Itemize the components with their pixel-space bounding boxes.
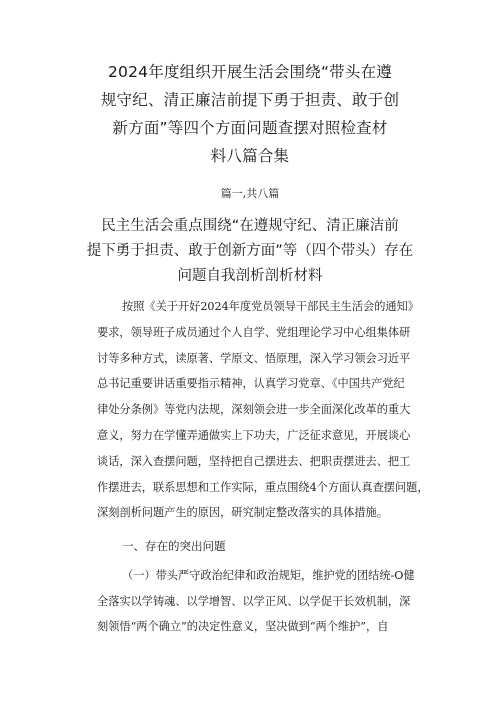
title-line: 规守纪、清正廉洁前提下勇于担责、敢于创 xyxy=(100,91,400,109)
subtitle-line: 问题自我剖析剖析材料 xyxy=(177,268,323,284)
paragraph-line: 按照《关于开好2024年度党员领导干部民主生活会的通知》 xyxy=(122,300,419,313)
paragraph-line: 刻领悟“两个确立”的决定性意义，坚决做到“两个维护”，自 xyxy=(97,620,389,633)
paragraph-line: 谈话，深入查摆问题，坚持把自己摆进去、把职责摆进去、把工 xyxy=(97,454,411,468)
title-line: 新方面”等四个方面问题查摆对照检查材 xyxy=(112,119,388,137)
subtitle-line: 民主生活会重点围绕“在遵规守纪、清正廉洁前 xyxy=(101,218,399,234)
document-title xyxy=(0,58,500,170)
paragraph-line: （一）带头严守政治纪律和政治规矩，维护党的团结统-O健 xyxy=(122,569,415,582)
section-heading: 一、存在的突出问题 xyxy=(122,539,226,553)
paragraph-line: 作摆进去，联系思想和工作实际，重点围绕4个方面认真查摆问题， xyxy=(97,480,429,494)
paragraph-line: 意义，努力在学懂弄通做实上下功夫，广泛征求意见，开展谈心 xyxy=(97,428,411,442)
paragraph-line: 讨等多种方式，读原著、学原文、悟原理，深入学习领会习近平 xyxy=(97,351,411,365)
part-label: 篇一,共八篇 xyxy=(220,187,280,200)
paragraph-line: 全落实以学铸魂、以学增智、以学正风、以学促干长效机制，深 xyxy=(97,594,411,608)
paragraph-line: 总书记重要讲话重要指示精神，认真学习党章、《中国共产党纪 xyxy=(97,377,405,391)
intro-paragraph xyxy=(97,294,437,526)
issue-paragraph xyxy=(97,563,437,640)
title-line: 2024年度组织开展生活会围绕“带头在遵 xyxy=(108,63,392,81)
title-line: 料八篇合集 xyxy=(210,147,290,165)
section-title xyxy=(0,214,500,289)
subtitle-line: 提下勇于担责、敢于创新方面”等（四个带头）存在 xyxy=(86,243,414,259)
paragraph-line: 深刻剖析问题产生的原因，研究制定整改落实的具体措施。 xyxy=(97,506,388,520)
paragraph-line: 要求，领导班子成员通过个人自学、党组理论学习中心组集体研 xyxy=(97,325,411,339)
paragraph-line: 律处分条例》等党内法规，深刻领会进一步全面深化改革的重大 xyxy=(97,403,411,417)
